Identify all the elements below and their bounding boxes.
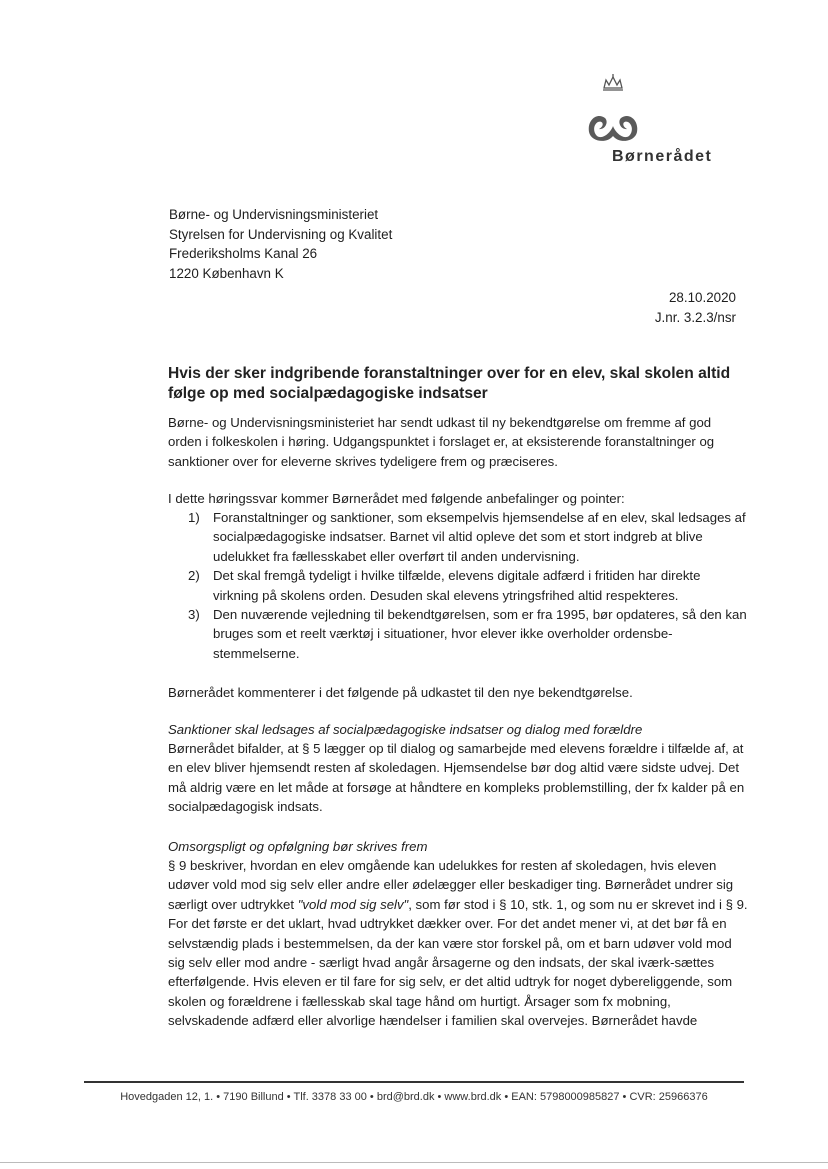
list-number: 1) [188, 510, 200, 525]
list-text: Den nuværende vejledning til bekendtgørelsen, som er fra 1995, bør opdateres, så den kan bruges som et reelt værktøj i situationer, hvor elever ikke overholder ordensbe-stemmelserne. [213, 607, 747, 661]
section-heading: Sanktioner skal ledsages af socialpædagogiske indsatser og dialog med forældre [168, 722, 643, 737]
list-text: Foranstaltninger og sanktioner, som eksempelvis hjemsendelse af en elev, skal ledsages af socialpædagogiske indsatser. Barnet vil altid opleve det som et stort indgreb at blive udelukket fra fællesskabet eller overført til anden undervisning. [213, 510, 746, 564]
paragraph-text: § 9 beskriver, hvordan en elev omgående kan udelukkes for resten af skoledagen, hvis eleven udøver vold mod sig selv eller andre eller ødelægger eller beskadiger ting. Børnerådet undrer sig særligt over udtrykket [168, 858, 734, 912]
section-paragraph: Børnerådet bifalder, at § 5 lægger op til dialog og samarbejde med elevens forældre i tilfælde af, at en elev bliver hjemsendt resten af skoledagen. Hjemsendelse bør dog altid være sidste udvej. Det må aldrig være en let måde at forsøge at håndtere en kompleks problemstilling, der fx kalder på en socialpædagogisk indsats. [168, 741, 745, 815]
letter-date: 28.10.2020 [668, 290, 736, 305]
recipient-line: Børne- og Undervisningsministeriet [169, 207, 379, 222]
org-name: Børnerådet [612, 148, 713, 165]
section-heading: Omsorgspligt og opfølgning bør skrives frem [168, 839, 428, 854]
lead-paragraph: I dette høringssvar kommer Børnerådet med følgende anbefalinger og pointer: [168, 491, 625, 506]
list-text: Det skal fremgå tydeligt i hvilke tilfælde, elevens digitale adfærd i fritiden har direkte virkning på skolens orden. Desuden skal elevens ytringsfrihed altid respekteres. [213, 568, 701, 603]
comment-intro-paragraph: Børnerådet kommenterer i det følgende på udkastet til den nye bekendtgørelse. [168, 685, 633, 700]
section-paragraph [168, 856, 748, 1031]
journal-number: J.nr. 3.2.3/nsr [654, 310, 736, 325]
footer-divider [84, 1081, 744, 1083]
borneradet-logo-icon [583, 74, 643, 144]
document-title: Hvis der sker indgribende foranstaltninger over for en elev, skal skolen altid følge op med socialpædagogiske indsatser [168, 365, 731, 402]
page-edge-line [0, 1162, 828, 1163]
recipient-line: Styrelsen for Undervisning og Kvalitet [169, 226, 393, 242]
footer-contact: Hovedgaden 12, 1. • 7190 Billund • Tlf. 3378 33 00 • brd@brd.dk • www.brd.dk • EAN: 5798000985827 • CVR: 25966376 [120, 1091, 708, 1103]
recipient-line: Frederiksholms Kanal 26 [169, 246, 318, 261]
quoted-term: "vold mod sig selv" [297, 896, 409, 912]
list-item [168, 566, 748, 605]
paragraph-text: , som før stod i § 10, stk. 1, og som nu er skrevet ind i § 9. For det første er det uklart, hvad udtrykket dækker over. For det andet mener vi, at det bør få en selvstændig plads i bestemmelsen, da der kan være stor forskel på, om et barn udøver vold mod sig selv eller mod andre - særligt hvad angår årsagerne og den indsats, der skal iværk-sættes efterfølgende. Hvis eleven er til fare for sig selv, er det altid udtryk for noget dybereliggende, som skolen og forældrene i fællesskab skal tage hånd om hurtigt. Årsager som fx mobning, selvskadende adfærd eller alvorlige hændelser i familien skal overvejes. Børnerådet havde [168, 896, 748, 1029]
recipient-address [169, 205, 392, 283]
intro-paragraph: Børne- og Undervisningsministeriet har sendt udkast til ny bekendtgørelse om fremme af god orden i folkeskolen i høring. Udgangspunktet i forslaget er, at eksisterende foranstaltninger og sanktioner over for eleverne skrives tydeligere frem og præciseres. [168, 415, 715, 469]
recommendation-list [168, 508, 748, 663]
recipient-line: 1220 København K [169, 265, 284, 281]
list-item [168, 508, 748, 566]
list-number: 2) [188, 568, 200, 584]
list-number: 3) [188, 607, 200, 623]
date-block [655, 288, 736, 328]
list-item [168, 605, 748, 663]
